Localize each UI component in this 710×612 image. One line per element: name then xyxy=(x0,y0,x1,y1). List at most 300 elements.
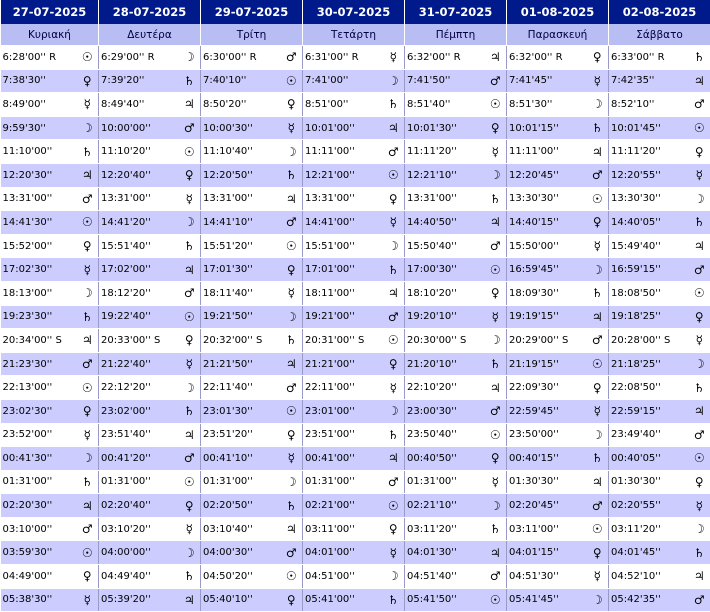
moon-icon: ☽ xyxy=(485,494,507,518)
hour-start-time: 18:09'30'' xyxy=(507,281,587,305)
sun-icon: ☉ xyxy=(689,281,710,305)
hour-start-time: 04:01'00'' xyxy=(303,541,383,565)
venus-icon: ♀ xyxy=(485,116,507,140)
hour-start-time: 15:51'20'' xyxy=(201,234,281,258)
hour-start-time: 8:51'30'' xyxy=(507,93,587,117)
moon-icon: ☽ xyxy=(77,116,99,140)
venus-icon: ♀ xyxy=(383,187,405,211)
venus-icon: ♀ xyxy=(77,399,99,423)
hour-start-time: 22:13'00'' xyxy=(1,376,77,400)
saturn-icon: ♄ xyxy=(485,517,507,541)
hour-start-time: 22:09'30'' xyxy=(507,376,587,400)
hour-start-time: 02:21'10'' xyxy=(405,494,485,518)
weekday-header: Παρασκευή xyxy=(507,24,609,46)
hour-start-time: 17:01'30'' xyxy=(201,258,281,282)
moon-icon: ☽ xyxy=(689,517,710,541)
venus-icon: ♀ xyxy=(689,470,710,494)
mercury-icon: ☿ xyxy=(485,470,507,494)
hour-start-time: 02:20'50'' xyxy=(201,494,281,518)
hour-start-time: 04:51'40'' xyxy=(405,565,485,589)
hour-start-time: 14:41'30'' xyxy=(1,211,77,235)
mercury-icon: ☿ xyxy=(383,541,405,565)
mars-icon: ♂ xyxy=(77,187,99,211)
hour-start-time: 03:10'40'' xyxy=(201,517,281,541)
jupiter-icon: ♃ xyxy=(179,588,201,612)
table-row xyxy=(1,163,710,187)
saturn-icon: ♄ xyxy=(281,329,303,353)
date-header: 27-07-2025 xyxy=(1,0,99,24)
mars-icon: ♂ xyxy=(689,258,710,282)
hour-start-time: 12:20'50'' xyxy=(201,163,281,187)
mercury-icon: ☿ xyxy=(689,163,710,187)
hour-start-time: 19:22'40'' xyxy=(99,305,179,329)
jupiter-icon: ♃ xyxy=(485,376,507,400)
date-header: 01-08-2025 xyxy=(507,0,609,24)
venus-icon: ♀ xyxy=(281,258,303,282)
jupiter-icon: ♃ xyxy=(179,423,201,447)
hour-start-time: 03:11'20'' xyxy=(609,517,689,541)
jupiter-icon: ♃ xyxy=(281,517,303,541)
saturn-icon: ♄ xyxy=(179,234,201,258)
mars-icon: ♂ xyxy=(179,116,201,140)
mars-icon: ♂ xyxy=(485,565,507,589)
table-row xyxy=(1,588,710,612)
hour-start-time: 02:20'45'' xyxy=(507,494,587,518)
hour-start-time: 04:51'00'' xyxy=(303,565,383,589)
venus-icon: ♀ xyxy=(281,93,303,117)
hour-start-time: 00:41'30'' xyxy=(1,447,77,471)
hour-start-time: 22:59'15'' xyxy=(609,399,689,423)
hour-start-time: 17:02'00'' xyxy=(99,258,179,282)
hour-start-time: 03:10'20'' xyxy=(99,517,179,541)
moon-icon: ☽ xyxy=(587,588,609,612)
mars-icon: ♂ xyxy=(77,352,99,376)
hour-start-time: 13:31'00'' xyxy=(99,187,179,211)
mercury-icon: ☿ xyxy=(281,116,303,140)
venus-icon: ♀ xyxy=(587,541,609,565)
hour-start-time: 18:11'00'' xyxy=(303,281,383,305)
jupiter-icon: ♃ xyxy=(689,399,710,423)
mars-icon: ♂ xyxy=(485,399,507,423)
hour-start-time: 04:49'40'' xyxy=(99,565,179,589)
hour-start-time: 23:50'00'' xyxy=(507,423,587,447)
hour-start-time: 21:22'40'' xyxy=(99,352,179,376)
moon-icon: ☽ xyxy=(281,140,303,164)
hour-start-time: 23:51'00'' xyxy=(303,423,383,447)
venus-icon: ♀ xyxy=(689,305,710,329)
hour-start-time: 12:20'40'' xyxy=(99,163,179,187)
saturn-icon: ♄ xyxy=(587,281,609,305)
sun-icon: ☉ xyxy=(587,187,609,211)
hour-start-time: 10:01'30'' xyxy=(405,116,485,140)
hour-start-time: 16:59'15'' xyxy=(609,258,689,282)
table-row xyxy=(1,565,710,589)
moon-icon: ☽ xyxy=(485,329,507,353)
hour-start-time: 15:52'00'' xyxy=(1,234,77,258)
venus-icon: ♀ xyxy=(485,447,507,471)
sun-icon: ☉ xyxy=(383,329,405,353)
weekday-header-row xyxy=(1,24,710,46)
hour-start-time: 7:41'50'' xyxy=(405,69,485,93)
hour-start-time: 10:00'00'' xyxy=(99,116,179,140)
hour-start-time: 14:40'50'' xyxy=(405,211,485,235)
mercury-icon: ☿ xyxy=(179,517,201,541)
weekday-header: Πέμπτη xyxy=(405,24,507,46)
saturn-icon: ♄ xyxy=(179,565,201,589)
moon-icon: ☽ xyxy=(587,258,609,282)
hour-start-time: 19:19'15'' xyxy=(507,305,587,329)
jupiter-icon: ♃ xyxy=(689,69,710,93)
saturn-icon: ♄ xyxy=(179,69,201,93)
hour-start-time: 21:21'50'' xyxy=(201,352,281,376)
hour-start-time: 01:31'00'' xyxy=(1,470,77,494)
jupiter-icon: ♃ xyxy=(77,329,99,353)
jupiter-icon: ♃ xyxy=(689,234,710,258)
jupiter-icon: ♃ xyxy=(587,470,609,494)
venus-icon: ♀ xyxy=(587,46,609,70)
hour-start-time: 17:00'30'' xyxy=(405,258,485,282)
hour-start-time: 12:21'00'' xyxy=(303,163,383,187)
mercury-icon: ☿ xyxy=(587,565,609,589)
sun-icon: ☉ xyxy=(281,399,303,423)
mars-icon: ♂ xyxy=(383,470,405,494)
jupiter-icon: ♃ xyxy=(77,494,99,518)
table-row xyxy=(1,211,710,235)
moon-icon: ☽ xyxy=(77,447,99,471)
table-row xyxy=(1,93,710,117)
jupiter-icon: ♃ xyxy=(281,352,303,376)
hour-start-time: 8:52'10'' xyxy=(609,93,689,117)
venus-icon: ♀ xyxy=(587,211,609,235)
sun-icon: ☉ xyxy=(179,140,201,164)
hour-start-time: 18:08'50'' xyxy=(609,281,689,305)
mars-icon: ♂ xyxy=(485,69,507,93)
weekday-header: Σάββατο xyxy=(609,24,710,46)
sun-icon: ☉ xyxy=(281,234,303,258)
hour-start-time: 17:02'30'' xyxy=(1,258,77,282)
hour-start-time: 7:39'20'' xyxy=(99,69,179,93)
mars-icon: ♂ xyxy=(281,46,303,70)
venus-icon: ♀ xyxy=(281,588,303,612)
sun-icon: ☉ xyxy=(281,69,303,93)
mars-icon: ♂ xyxy=(77,517,99,541)
sun-icon: ☉ xyxy=(179,305,201,329)
table-row xyxy=(1,258,710,282)
table-row xyxy=(1,46,710,70)
hour-start-time: 21:18'25'' xyxy=(609,352,689,376)
hour-start-time: 01:31'00'' xyxy=(405,470,485,494)
table-row xyxy=(1,423,710,447)
hour-start-time: 7:40'10'' xyxy=(201,69,281,93)
hour-start-time: 11:10'00'' xyxy=(1,140,77,164)
hour-start-time: 00:40'15'' xyxy=(507,447,587,471)
hour-start-time: 22:11'40'' xyxy=(201,376,281,400)
hour-start-time: 04:00'30'' xyxy=(201,541,281,565)
jupiter-icon: ♃ xyxy=(587,140,609,164)
hour-start-time: 11:11'20'' xyxy=(405,140,485,164)
hour-start-time: 02:20'55'' xyxy=(609,494,689,518)
hour-start-time: 04:49'00'' xyxy=(1,565,77,589)
table-row xyxy=(1,329,710,353)
hour-start-time: 10:01'45'' xyxy=(609,116,689,140)
sun-icon: ☉ xyxy=(689,447,710,471)
sun-icon: ☉ xyxy=(77,211,99,235)
hour-start-time: 7:41'45'' xyxy=(507,69,587,93)
hour-start-time: 00:41'00'' xyxy=(303,447,383,471)
jupiter-icon: ♃ xyxy=(689,565,710,589)
mercury-icon: ☿ xyxy=(77,588,99,612)
table-row xyxy=(1,281,710,305)
table-row xyxy=(1,305,710,329)
sun-icon: ☉ xyxy=(587,517,609,541)
moon-icon: ☽ xyxy=(587,93,609,117)
mars-icon: ♂ xyxy=(281,541,303,565)
saturn-icon: ♄ xyxy=(77,140,99,164)
mars-icon: ♂ xyxy=(587,329,609,353)
venus-icon: ♀ xyxy=(485,281,507,305)
hour-start-time: 21:19'15'' xyxy=(507,352,587,376)
table-row xyxy=(1,447,710,471)
mercury-icon: ☿ xyxy=(587,234,609,258)
hour-start-time: 00:41'20'' xyxy=(99,447,179,471)
hour-start-time: 20:32'00'' S xyxy=(201,329,281,353)
hour-start-time: 20:34'00'' S xyxy=(1,329,77,353)
hour-start-time: 20:33'00'' S xyxy=(99,329,179,353)
sun-icon: ☉ xyxy=(179,470,201,494)
mars-icon: ♂ xyxy=(689,93,710,117)
table-row xyxy=(1,69,710,93)
weekday-header: Κυριακή xyxy=(1,24,99,46)
saturn-icon: ♄ xyxy=(77,470,99,494)
table-row xyxy=(1,352,710,376)
hour-start-time: 02:20'30'' xyxy=(1,494,77,518)
venus-icon: ♀ xyxy=(77,565,99,589)
moon-icon: ☽ xyxy=(383,565,405,589)
jupiter-icon: ♃ xyxy=(77,163,99,187)
hour-start-time: 17:01'00'' xyxy=(303,258,383,282)
moon-icon: ☽ xyxy=(383,234,405,258)
saturn-icon: ♄ xyxy=(179,399,201,423)
mercury-icon: ☿ xyxy=(179,187,201,211)
hour-start-time: 6:30'00'' R xyxy=(201,46,281,70)
sun-icon: ☉ xyxy=(383,494,405,518)
hour-start-time: 01:31'00'' xyxy=(201,470,281,494)
date-header: 29-07-2025 xyxy=(201,0,303,24)
hour-start-time: 8:51'40'' xyxy=(405,93,485,117)
hour-start-time: 23:51'20'' xyxy=(201,423,281,447)
mercury-icon: ☿ xyxy=(383,376,405,400)
sun-icon: ☉ xyxy=(77,376,99,400)
hour-start-time: 23:51'40'' xyxy=(99,423,179,447)
hour-start-time: 8:51'00'' xyxy=(303,93,383,117)
mercury-icon: ☿ xyxy=(587,399,609,423)
hour-start-time: 11:11'00'' xyxy=(507,140,587,164)
hour-start-time: 05:42'35'' xyxy=(609,588,689,612)
hour-start-time: 12:20'30'' xyxy=(1,163,77,187)
jupiter-icon: ♃ xyxy=(179,258,201,282)
hour-start-time: 02:20'40'' xyxy=(99,494,179,518)
hour-start-time: 13:31'00'' xyxy=(303,187,383,211)
hour-start-time: 22:11'00'' xyxy=(303,376,383,400)
hour-start-time: 18:12'20'' xyxy=(99,281,179,305)
jupiter-icon: ♃ xyxy=(485,541,507,565)
hour-start-time: 22:10'20'' xyxy=(405,376,485,400)
hour-start-time: 6:33'00'' R xyxy=(609,46,689,70)
hour-start-time: 6:28'00'' R xyxy=(1,46,77,70)
venus-icon: ♀ xyxy=(179,329,201,353)
hour-start-time: 6:32'00'' R xyxy=(507,46,587,70)
hour-start-time: 03:11'00'' xyxy=(303,517,383,541)
hour-start-time: 14:41'20'' xyxy=(99,211,179,235)
hour-start-time: 15:50'00'' xyxy=(507,234,587,258)
venus-icon: ♀ xyxy=(179,494,201,518)
hour-start-time: 14:40'05'' xyxy=(609,211,689,235)
hour-start-time: 03:10'00'' xyxy=(1,517,77,541)
mars-icon: ♂ xyxy=(689,588,710,612)
saturn-icon: ♄ xyxy=(485,352,507,376)
venus-icon: ♀ xyxy=(587,376,609,400)
hour-start-time: 00:40'50'' xyxy=(405,447,485,471)
moon-icon: ☽ xyxy=(179,211,201,235)
hour-start-time: 20:30'00'' S xyxy=(405,329,485,353)
sun-icon: ☉ xyxy=(77,541,99,565)
table-row xyxy=(1,541,710,565)
hour-start-time: 00:41'10'' xyxy=(201,447,281,471)
hour-start-time: 18:10'20'' xyxy=(405,281,485,305)
hour-start-time: 15:49'40'' xyxy=(609,234,689,258)
hour-start-time: 7:41'00'' xyxy=(303,69,383,93)
mercury-icon: ☿ xyxy=(281,447,303,471)
moon-icon: ☽ xyxy=(587,423,609,447)
hour-start-time: 23:52'00'' xyxy=(1,423,77,447)
hour-start-time: 23:02'00'' xyxy=(99,399,179,423)
hour-start-time: 20:31'00'' S xyxy=(303,329,383,353)
table-row xyxy=(1,116,710,140)
mars-icon: ♂ xyxy=(689,423,710,447)
hour-start-time: 22:08'50'' xyxy=(609,376,689,400)
date-header: 30-07-2025 xyxy=(303,0,405,24)
saturn-icon: ♄ xyxy=(587,116,609,140)
hour-start-time: 05:39'20'' xyxy=(99,588,179,612)
hour-start-time: 9:59'30'' xyxy=(1,116,77,140)
mars-icon: ♂ xyxy=(587,163,609,187)
saturn-icon: ♄ xyxy=(383,93,405,117)
moon-icon: ☽ xyxy=(689,352,710,376)
hour-start-time: 19:21'00'' xyxy=(303,305,383,329)
hour-start-time: 16:59'45'' xyxy=(507,258,587,282)
hour-start-time: 03:59'30'' xyxy=(1,541,77,565)
hour-start-time: 14:40'15'' xyxy=(507,211,587,235)
hour-start-time: 04:52'10'' xyxy=(609,565,689,589)
table-row xyxy=(1,187,710,211)
hour-start-time: 04:01'15'' xyxy=(507,541,587,565)
saturn-icon: ♄ xyxy=(77,305,99,329)
hour-start-time: 19:23'30'' xyxy=(1,305,77,329)
hour-start-time: 15:51'40'' xyxy=(99,234,179,258)
venus-icon: ♀ xyxy=(77,234,99,258)
sun-icon: ☉ xyxy=(587,352,609,376)
hour-start-time: 8:49'40'' xyxy=(99,93,179,117)
hour-start-time: 01:31'00'' xyxy=(303,470,383,494)
hour-start-time: 13:30'30'' xyxy=(609,187,689,211)
hour-start-time: 12:20'45'' xyxy=(507,163,587,187)
hour-start-time: 19:20'10'' xyxy=(405,305,485,329)
table-row xyxy=(1,376,710,400)
hour-start-time: 11:10'20'' xyxy=(99,140,179,164)
hour-start-time: 18:11'40'' xyxy=(201,281,281,305)
mercury-icon: ☿ xyxy=(281,281,303,305)
table-row xyxy=(1,470,710,494)
hour-start-time: 15:51'00'' xyxy=(303,234,383,258)
mercury-icon: ☿ xyxy=(77,258,99,282)
hour-start-time: 05:38'30'' xyxy=(1,588,77,612)
saturn-icon: ♄ xyxy=(281,494,303,518)
mercury-icon: ☿ xyxy=(383,46,405,70)
hour-start-time: 05:41'50'' xyxy=(405,588,485,612)
hour-start-time: 11:10'40'' xyxy=(201,140,281,164)
jupiter-icon: ♃ xyxy=(383,281,405,305)
hour-start-time: 19:21'50'' xyxy=(201,305,281,329)
saturn-icon: ♄ xyxy=(689,211,710,235)
saturn-icon: ♄ xyxy=(281,163,303,187)
hour-start-time: 11:11'20'' xyxy=(609,140,689,164)
mercury-icon: ☿ xyxy=(77,423,99,447)
table-row xyxy=(1,140,710,164)
mars-icon: ♂ xyxy=(179,281,201,305)
jupiter-icon: ♃ xyxy=(485,46,507,70)
date-header: 28-07-2025 xyxy=(99,0,201,24)
sun-icon: ☉ xyxy=(485,93,507,117)
mars-icon: ♂ xyxy=(383,140,405,164)
moon-icon: ☽ xyxy=(383,399,405,423)
hours-body xyxy=(1,46,710,612)
hour-start-time: 20:29'00'' S xyxy=(507,329,587,353)
hour-start-time: 05:40'10'' xyxy=(201,588,281,612)
sun-icon: ☉ xyxy=(689,116,710,140)
saturn-icon: ♄ xyxy=(383,423,405,447)
sun-icon: ☉ xyxy=(383,163,405,187)
hour-start-time: 23:00'30'' xyxy=(405,399,485,423)
venus-icon: ♀ xyxy=(383,517,405,541)
mercury-icon: ☿ xyxy=(383,211,405,235)
sun-icon: ☉ xyxy=(485,258,507,282)
sun-icon: ☉ xyxy=(281,565,303,589)
venus-icon: ♀ xyxy=(281,423,303,447)
saturn-icon: ♄ xyxy=(383,588,405,612)
hour-start-time: 05:41'45'' xyxy=(507,588,587,612)
mars-icon: ♂ xyxy=(383,305,405,329)
mars-icon: ♂ xyxy=(281,211,303,235)
mercury-icon: ☿ xyxy=(485,140,507,164)
mars-icon: ♂ xyxy=(587,494,609,518)
date-header-row xyxy=(1,0,710,24)
hour-start-time: 11:11'00'' xyxy=(303,140,383,164)
hour-start-time: 8:49'00'' xyxy=(1,93,77,117)
weekday-header: Τρίτη xyxy=(201,24,303,46)
hour-start-time: 20:28'00'' S xyxy=(609,329,689,353)
mercury-icon: ☿ xyxy=(689,329,710,353)
hour-start-time: 03:11'20'' xyxy=(405,517,485,541)
hour-start-time: 21:21'00'' xyxy=(303,352,383,376)
sun-icon: ☉ xyxy=(485,423,507,447)
hour-start-time: 01:30'30'' xyxy=(507,470,587,494)
hour-start-time: 10:01'15'' xyxy=(507,116,587,140)
hour-start-time: 13:31'00'' xyxy=(405,187,485,211)
moon-icon: ☽ xyxy=(77,281,99,305)
moon-icon: ☽ xyxy=(179,46,201,70)
hour-start-time: 23:02'30'' xyxy=(1,399,77,423)
table-row xyxy=(1,494,710,518)
